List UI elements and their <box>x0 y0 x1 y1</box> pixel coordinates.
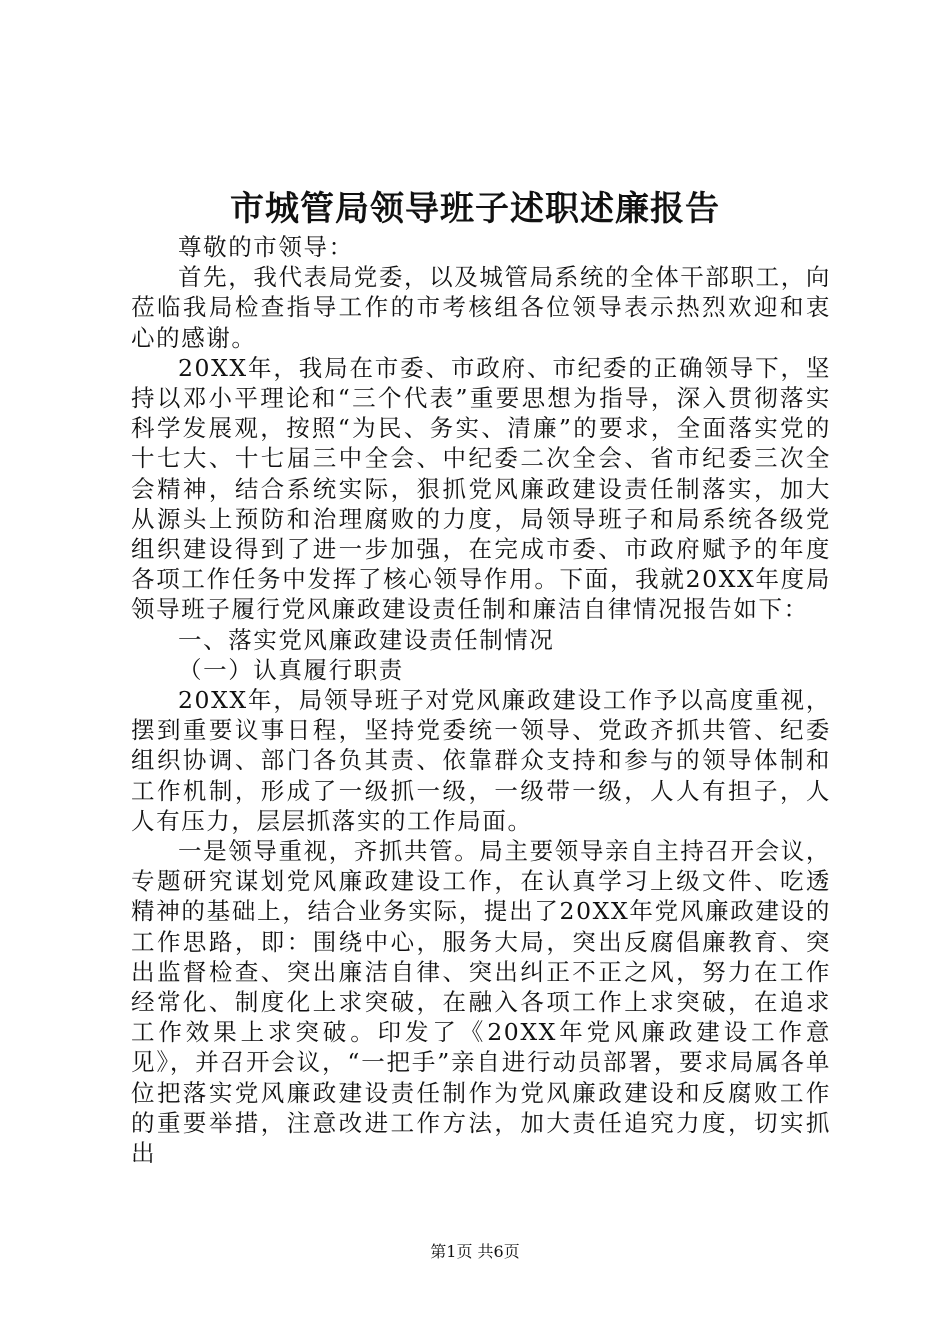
opening-paragraph: 首先，我代表局党委，以及城管局系统的全体干部职工，向莅临我局检查指导工作的市考核组各位领导表示热烈欢迎和衷心的感谢。 <box>131 263 831 352</box>
leadership-paragraph: 一是领导重视，齐抓共管。局主要领导亲自主持召开会议，专题研究谋划党风廉政建设工作，在认真学习上级文件、吃透精神的基础上，结合业务实际，提出了20XX年党风廉政建设的工作思路，即：围绕中心，服务大局，突出反腐倡廉教育、突出监督检查、突出廉洁自律、突出纠正不正之风，努力在工作经常化、制度化上求突破，在融入各项工作上求突破，在追求工作效果上求突破。印发了《20XX年党风廉政建设工作意见》，并召开会议，“一把手”亲自进行动员部署，要求局属各单位把落实党风廉政建设责任制作为党风廉政建设和反腐败工作的重要举措，注意改进工作方法，加大责任追究力度，切实抓出 <box>131 837 831 1168</box>
subsection-heading: （一）认真履行职责 <box>178 655 404 684</box>
salutation-paragraph: 尊敬的市领导： <box>178 233 354 261</box>
document-title: 市城管局领导班子述职述廉报告 <box>230 189 720 229</box>
summary-paragraph: 20XX年，我局在市委、市政府、市纪委的正确领导下，坚持以邓小平理论和“三个代表”重要思想为指导，深入贯彻落实科学发展观，按照“为民、务实、清廉”的要求，全面落实党的十七大、十七届三中全会、中纪委二次全会、省市纪委三次全会精神，结合系统实际，狠抓党风廉政建设责任制落实，加大从源头上预防和治理腐败的力度，局领导班子和局系统各级党组织建设得到了进一步加强，在完成市委、市政府赋予的年度各项工作任务中发挥了核心领导作用。下面，我就20XX年度局领导班子履行党风廉政建设责任制和廉洁自律情况报告如下： <box>131 353 831 624</box>
document-body <box>131 232 831 1168</box>
page-number: 第1页 共6页 <box>430 1242 520 1261</box>
section-heading: 一、落实党风廉政建设责任制情况 <box>178 625 555 654</box>
responsibility-paragraph: 20XX年，局领导班子对党风廉政建设工作予以高度重视，摆到重要议事日程，坚持党委统一领导、党政齐抓共管、纪委组织协调、部门各负其责、依靠群众支持和参与的领导体制和工作机制，形成了一级抓一级，一级带一级，人人有担子，人人有压力，层层抓落实的工作局面。 <box>131 686 831 835</box>
